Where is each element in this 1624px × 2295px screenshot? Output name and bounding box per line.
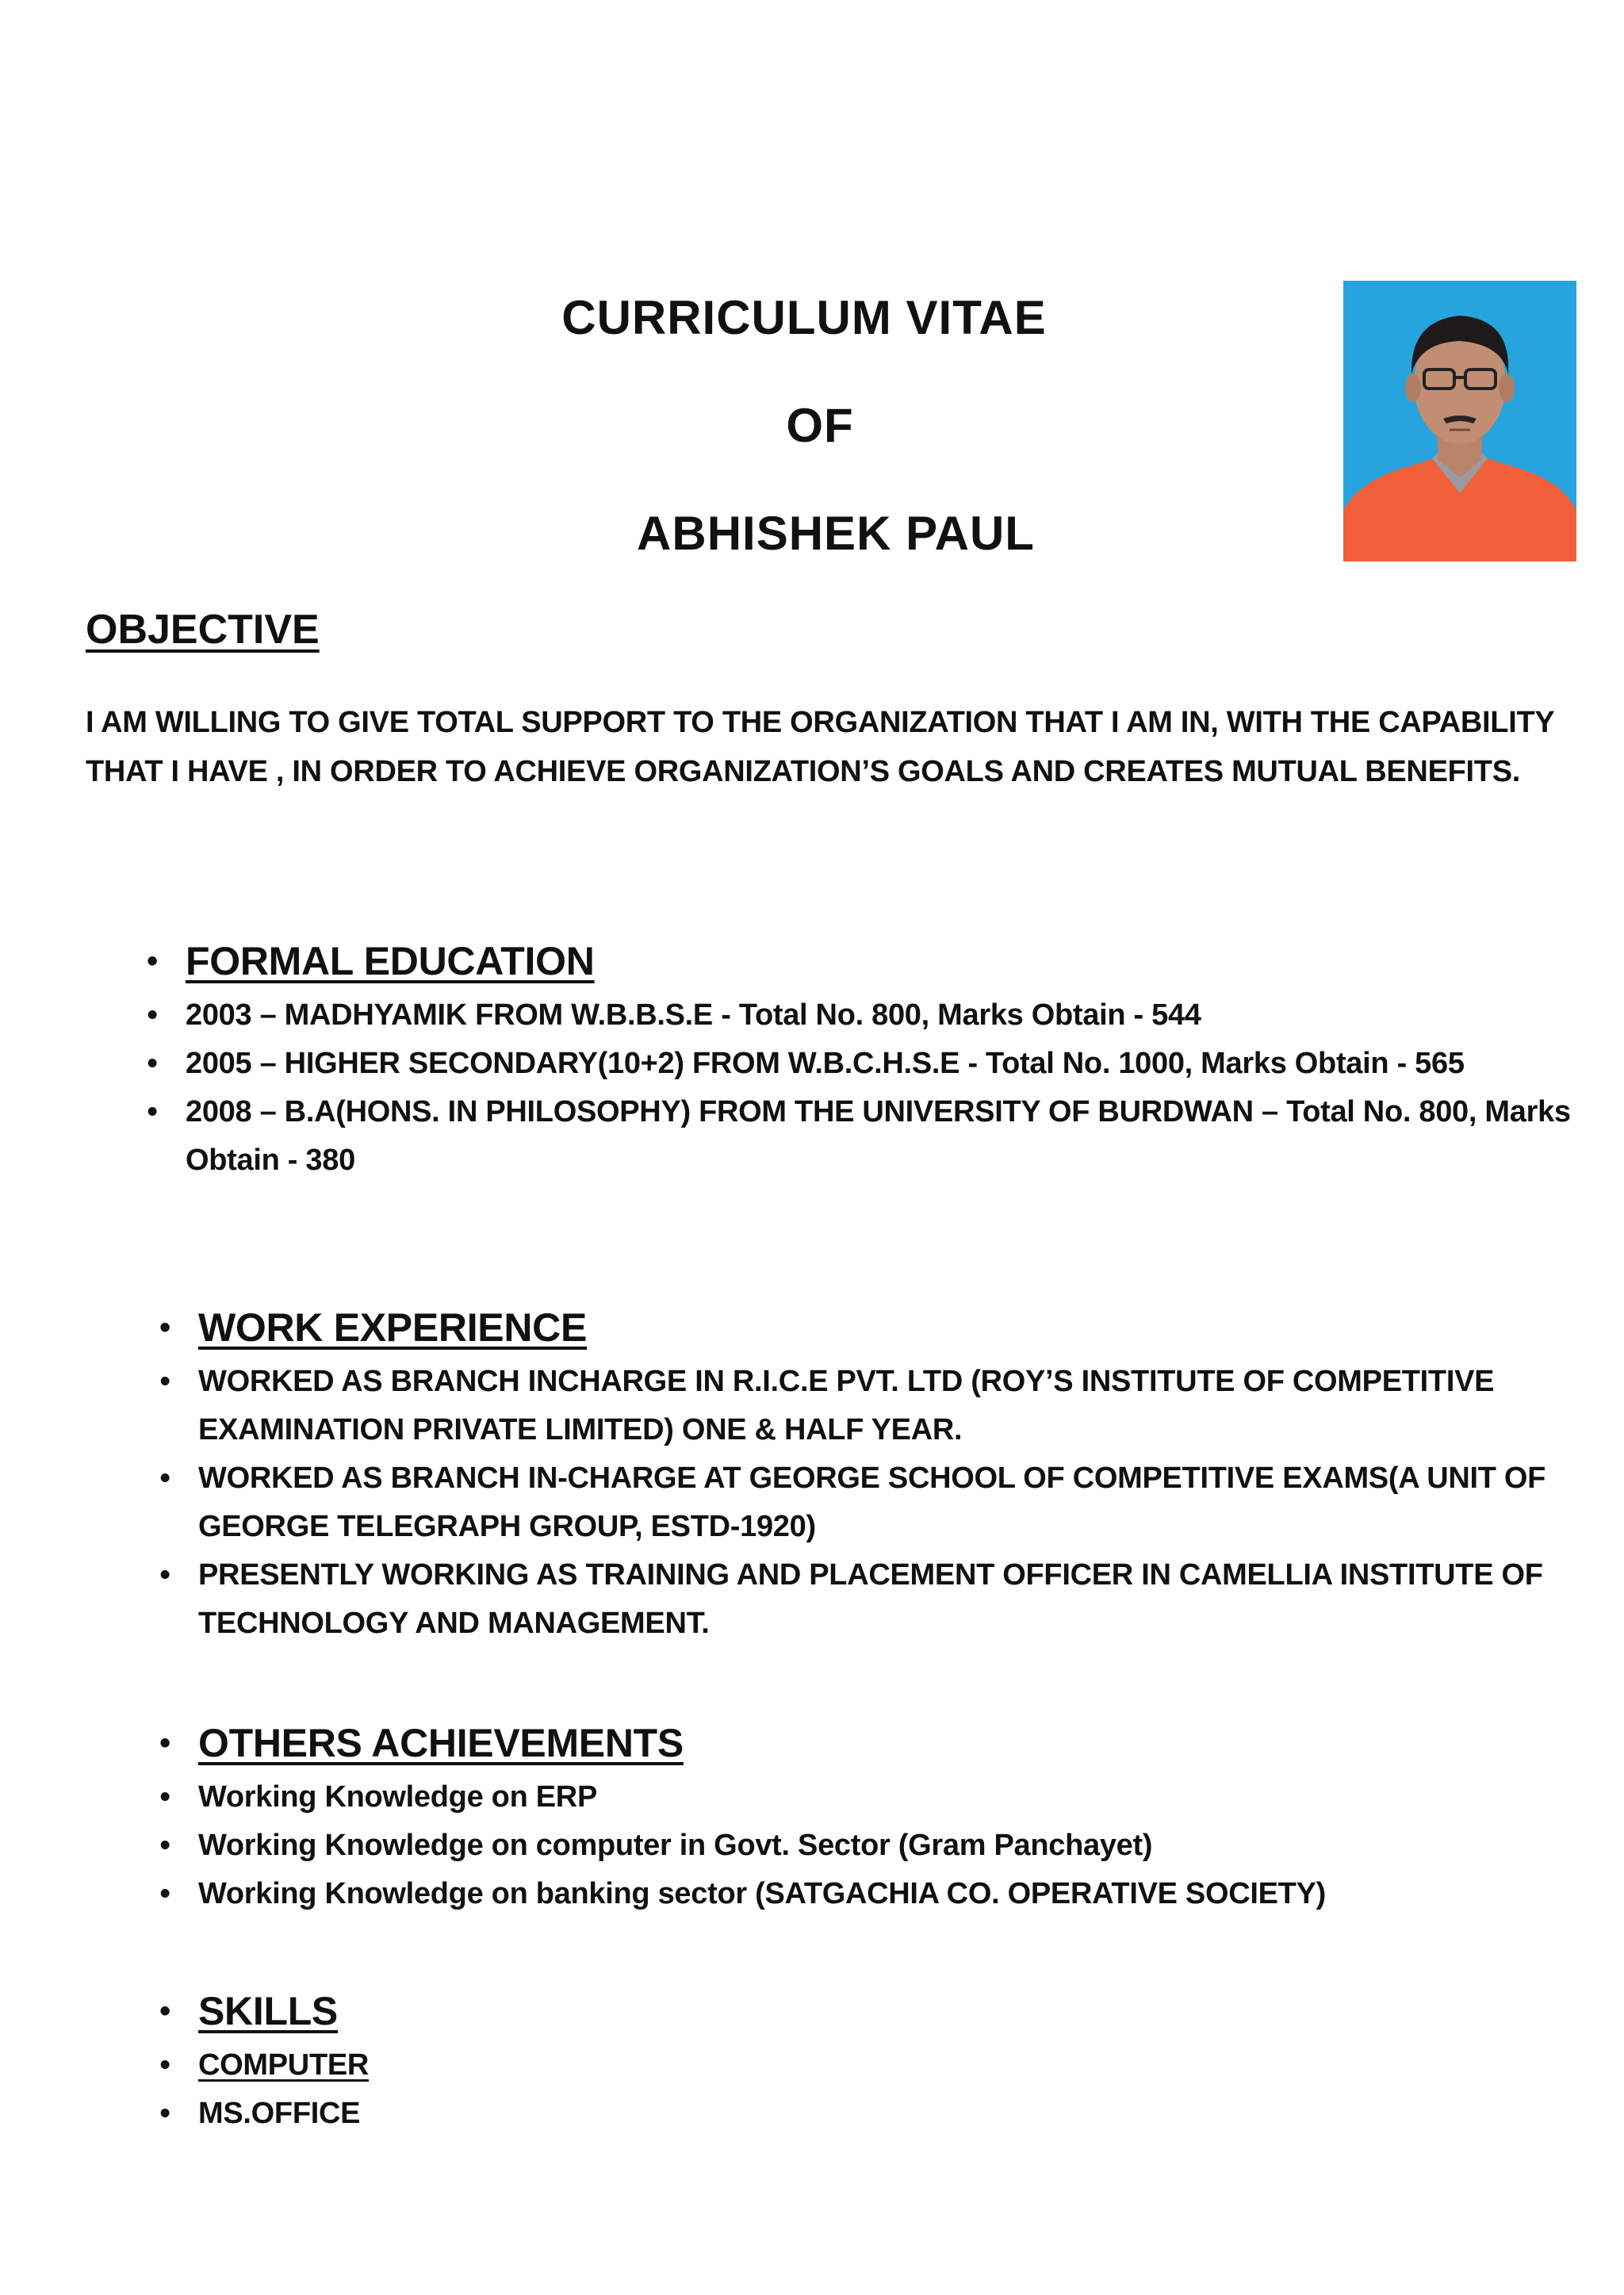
education-item-text: 2003 – MADHYAMIK FROM W.B.B.S.E - Total No. 800, Marks Obtain - 544 xyxy=(186,998,1201,1032)
work-heading: WORK EXPERIENCE xyxy=(198,1305,588,1350)
skills-section xyxy=(141,1981,1576,2138)
bullet-icon: • xyxy=(159,2097,170,2130)
skills-heading-item xyxy=(141,1981,1576,2041)
education-heading-item xyxy=(128,931,1580,991)
work-item-text: PRESENTLY WORKING AS TRAINING AND PLACEMENT OFFICER IN CAMELLIA INSTITUTE OF TECHNOLOGY AND MANAGEMENT. xyxy=(198,1558,1543,1640)
achievement-item-text: Working Knowledge on computer in Govt. Sector (Gram Panchayet) xyxy=(198,1829,1153,1862)
list-item xyxy=(141,1822,1576,1870)
bullet-icon: • xyxy=(159,1829,170,1862)
objective-text: I AM WILLING TO GIVE TOTAL SUPPORT TO THE ORGANIZATION THAT I AM IN, WITH THE CAPABILITY THAT I HAVE , IN ORDER TO ACHIEVE ORGANIZATION’S GOALS AND CREATES MUTUAL BENEFITS. xyxy=(86,706,1554,788)
achievements-heading-item xyxy=(141,1713,1576,1773)
skill-item-text: COMPUTER xyxy=(198,2048,370,2082)
education-item-text: 2005 – HIGHER SECONDARY(10+2) FROM W.B.C.H.S.E - Total No. 1000, Marks Obtain - 565 xyxy=(186,1047,1465,1080)
cv-title: CURRICULUM VITAE xyxy=(561,291,1047,344)
list-item xyxy=(141,1358,1576,1454)
bullet-icon: • xyxy=(147,998,158,1032)
bullet-icon: • xyxy=(159,1726,170,1761)
bullet-icon: • xyxy=(159,1780,170,1814)
list-item xyxy=(141,1773,1576,1822)
education-item-text: 2008 – B.A(HONS. IN PHILOSOPHY) FROM THE UNIVERSITY OF BURDWAN – Total No. 800, Marks Obtain - 380 xyxy=(186,1095,1571,1177)
profile-photo xyxy=(1343,281,1576,561)
list-item xyxy=(141,2090,1576,2138)
bullet-icon: • xyxy=(147,944,158,979)
list-item xyxy=(141,1454,1576,1551)
work-item-text: WORKED AS BRANCH INCHARGE IN R.I.C.E PVT. LTD (ROY’S INSTITUTE OF COMPETITIVE EXAMINATION PRIVATE LIMITED) ONE & HALF YEAR. xyxy=(198,1365,1495,1446)
bullet-icon: • xyxy=(159,1310,170,1345)
work-heading-item xyxy=(141,1297,1576,1358)
work-item-text: WORKED AS BRANCH IN-CHARGE AT GEORGE SCHOOL OF COMPETITIVE EXAMS(A UNIT OF GEORGE TELEGRAPH GROUP, ESTD-1920) xyxy=(198,1462,1546,1543)
education-section xyxy=(128,931,1580,1185)
achievement-item-text: Working Knowledge on banking sector (SATGACHIA CO. OPERATIVE SOCIETY) xyxy=(198,1877,1326,1910)
bullet-icon: • xyxy=(159,1462,170,1495)
bullet-icon: • xyxy=(147,1047,158,1080)
bullet-icon: • xyxy=(159,1877,170,1910)
list-item xyxy=(141,1551,1576,1648)
list-item xyxy=(128,1040,1580,1088)
profile-photo-image xyxy=(1343,281,1576,561)
skills-heading: SKILLS xyxy=(198,1989,338,2033)
bullet-icon: • xyxy=(147,1095,158,1128)
list-item xyxy=(128,1088,1580,1185)
bullet-icon: • xyxy=(159,1558,170,1592)
cv-candidate-name: ABHISHEK PAUL xyxy=(637,507,1035,560)
achievements-section xyxy=(141,1713,1576,1918)
achievement-item-text: Working Knowledge on ERP xyxy=(198,1780,597,1814)
bullet-icon: • xyxy=(159,1365,170,1398)
achievements-heading: OTHERS ACHIEVEMENTS xyxy=(198,1721,684,1765)
cv-title-of: OF xyxy=(786,399,854,452)
education-heading: FORMAL EDUCATION xyxy=(186,939,595,983)
list-item xyxy=(128,991,1580,1040)
list-item xyxy=(141,2041,1576,2090)
bullet-icon: • xyxy=(159,1994,170,2029)
objective-heading: OBJECTIVE xyxy=(86,607,320,653)
list-item xyxy=(141,1870,1576,1918)
work-section xyxy=(141,1297,1576,1648)
bullet-icon: • xyxy=(159,2048,170,2082)
skill-item-text: MS.OFFICE xyxy=(198,2097,361,2130)
